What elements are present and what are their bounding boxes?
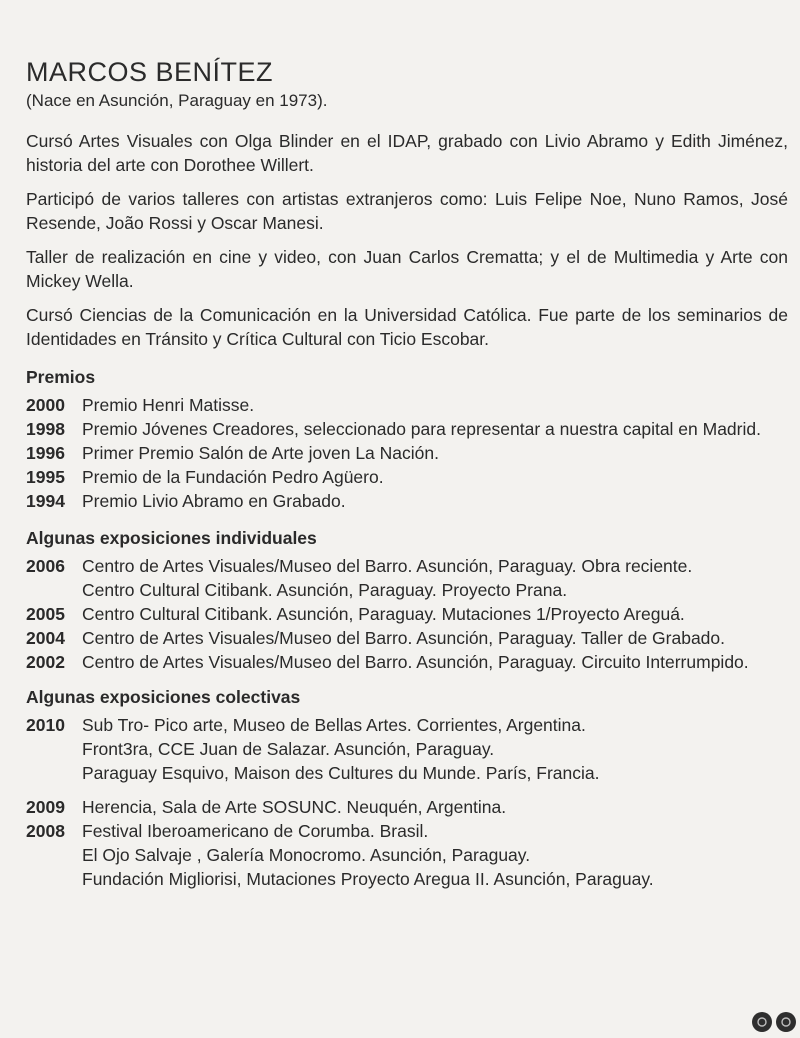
exhibition-year: 2008 — [26, 821, 65, 841]
award-text: Primer Premio Salón de Arte joven La Nación. — [82, 443, 439, 463]
exhibition-text: Front3ra, CCE Juan de Salazar. Asunción, Paraguay. — [82, 739, 495, 759]
exhibition-text: Centro Cultural Citibank. Asunción, Paraguay. Mutaciones 1/Proyecto Areguá. — [82, 604, 685, 624]
exhibition-entry — [26, 626, 788, 650]
artist-name: MARCOS BENÍTEZ — [26, 57, 274, 87]
exhibition-year: 2009 — [26, 797, 65, 817]
award-year: 1995 — [26, 467, 65, 487]
exhibition-text: El Ojo Salvaje , Galería Monocromo. Asunción, Paraguay. — [82, 845, 531, 865]
exhibition-year: 2002 — [26, 652, 65, 672]
bio-paragraph: Cursó Artes Visuales con Olga Blinder en el IDAP, grabado con Livio Abramo y Edith Jiménez, historia del arte con Dorothee Willert. — [26, 131, 788, 175]
award-year: 1998 — [26, 419, 65, 439]
exhibition-text: Centro de Artes Visuales/Museo del Barro. Asunción, Paraguay. Obra reciente. — [82, 556, 693, 576]
exhibition-text: Festival Iberoamericano de Corumba. Brasil. — [82, 821, 429, 841]
exhibition-year: 2010 — [26, 715, 65, 735]
artist-bio-page — [26, 56, 788, 891]
exhibition-entry — [26, 819, 788, 891]
award-year: 2000 — [26, 395, 65, 415]
exhibition-text: Paraguay Esquivo, Maison des Cultures du Munde. París, Francia. — [82, 763, 600, 783]
award-text: Premio de la Fundación Pedro Agüero. — [82, 467, 384, 487]
award-text: Premio Henri Matisse. — [82, 395, 255, 415]
exhibition-year: 2004 — [26, 628, 65, 648]
exhibition-text: Sub Tro- Pico arte, Museo de Bellas Artes. Corrientes, Argentina. — [82, 715, 586, 735]
award-text: Premio Jóvenes Creadores, seleccionado para representar a nuestra capital en Madrid. — [82, 419, 761, 439]
exhibition-year: 2006 — [26, 556, 65, 576]
exhibition-text: Centro de Artes Visuales/Museo del Barro. Asunción, Paraguay. Taller de Grabado. — [82, 628, 726, 648]
award-year: 1996 — [26, 443, 65, 463]
birth-info: (Nace en Asunción, Paraguay en 1973). — [26, 91, 328, 110]
awards-heading: Premios — [26, 367, 96, 387]
exhibition-year: 2005 — [26, 604, 65, 624]
previous-page-icon[interactable] — [752, 1012, 772, 1032]
exhibition-text: Fundación Migliorisi, Mutaciones Proyecto Aregua II. Asunción, Paraguay. — [82, 869, 654, 889]
corner-navigation — [752, 1012, 796, 1032]
award-entry — [26, 417, 788, 441]
award-entry — [26, 465, 788, 489]
award-year: 1994 — [26, 491, 65, 511]
exhibition-entry — [26, 554, 788, 602]
award-entry — [26, 393, 788, 417]
exhibition-entry — [26, 650, 788, 674]
group-exhibitions-list — [26, 713, 788, 891]
solo-exhibitions-heading: Algunas exposiciones individuales — [26, 528, 317, 548]
group-exhibitions-heading: Algunas exposiciones colectivas — [26, 687, 301, 707]
awards-list — [26, 393, 788, 513]
exhibition-entry — [26, 713, 788, 785]
award-text: Premio Livio Abramo en Grabado. — [82, 491, 346, 511]
bio-paragraph: Participó de varios talleres con artistas extranjeros como: Luis Felipe Noe, Nuno Ramos, José Resende, João Rossi y Oscar Manesi. — [26, 189, 788, 233]
exhibition-entry — [26, 795, 788, 819]
exhibition-text: Centro de Artes Visuales/Museo del Barro. Asunción, Paraguay. Circuito Interrumpido. — [82, 652, 749, 672]
bio-paragraph: Taller de realización en cine y video, con Juan Carlos Crematta; y el de Multimedia y Arte con Mickey Wella. — [26, 247, 788, 291]
exhibition-entry — [26, 602, 788, 626]
award-entry — [26, 441, 788, 465]
award-entry — [26, 489, 788, 513]
exhibition-text: Herencia, Sala de Arte SOSUNC. Neuquén, Argentina. — [82, 797, 507, 817]
next-page-icon[interactable] — [776, 1012, 796, 1032]
exhibition-text: Centro Cultural Citibank. Asunción, Paraguay. Proyecto Prana. — [82, 580, 568, 600]
bio-paragraph: Cursó Ciencias de la Comunicación en la Universidad Católica. Fue parte de los seminarios de Identidades en Tránsito y Crítica Cultural con Ticio Escobar. — [26, 305, 788, 349]
solo-exhibitions-list — [26, 554, 788, 674]
